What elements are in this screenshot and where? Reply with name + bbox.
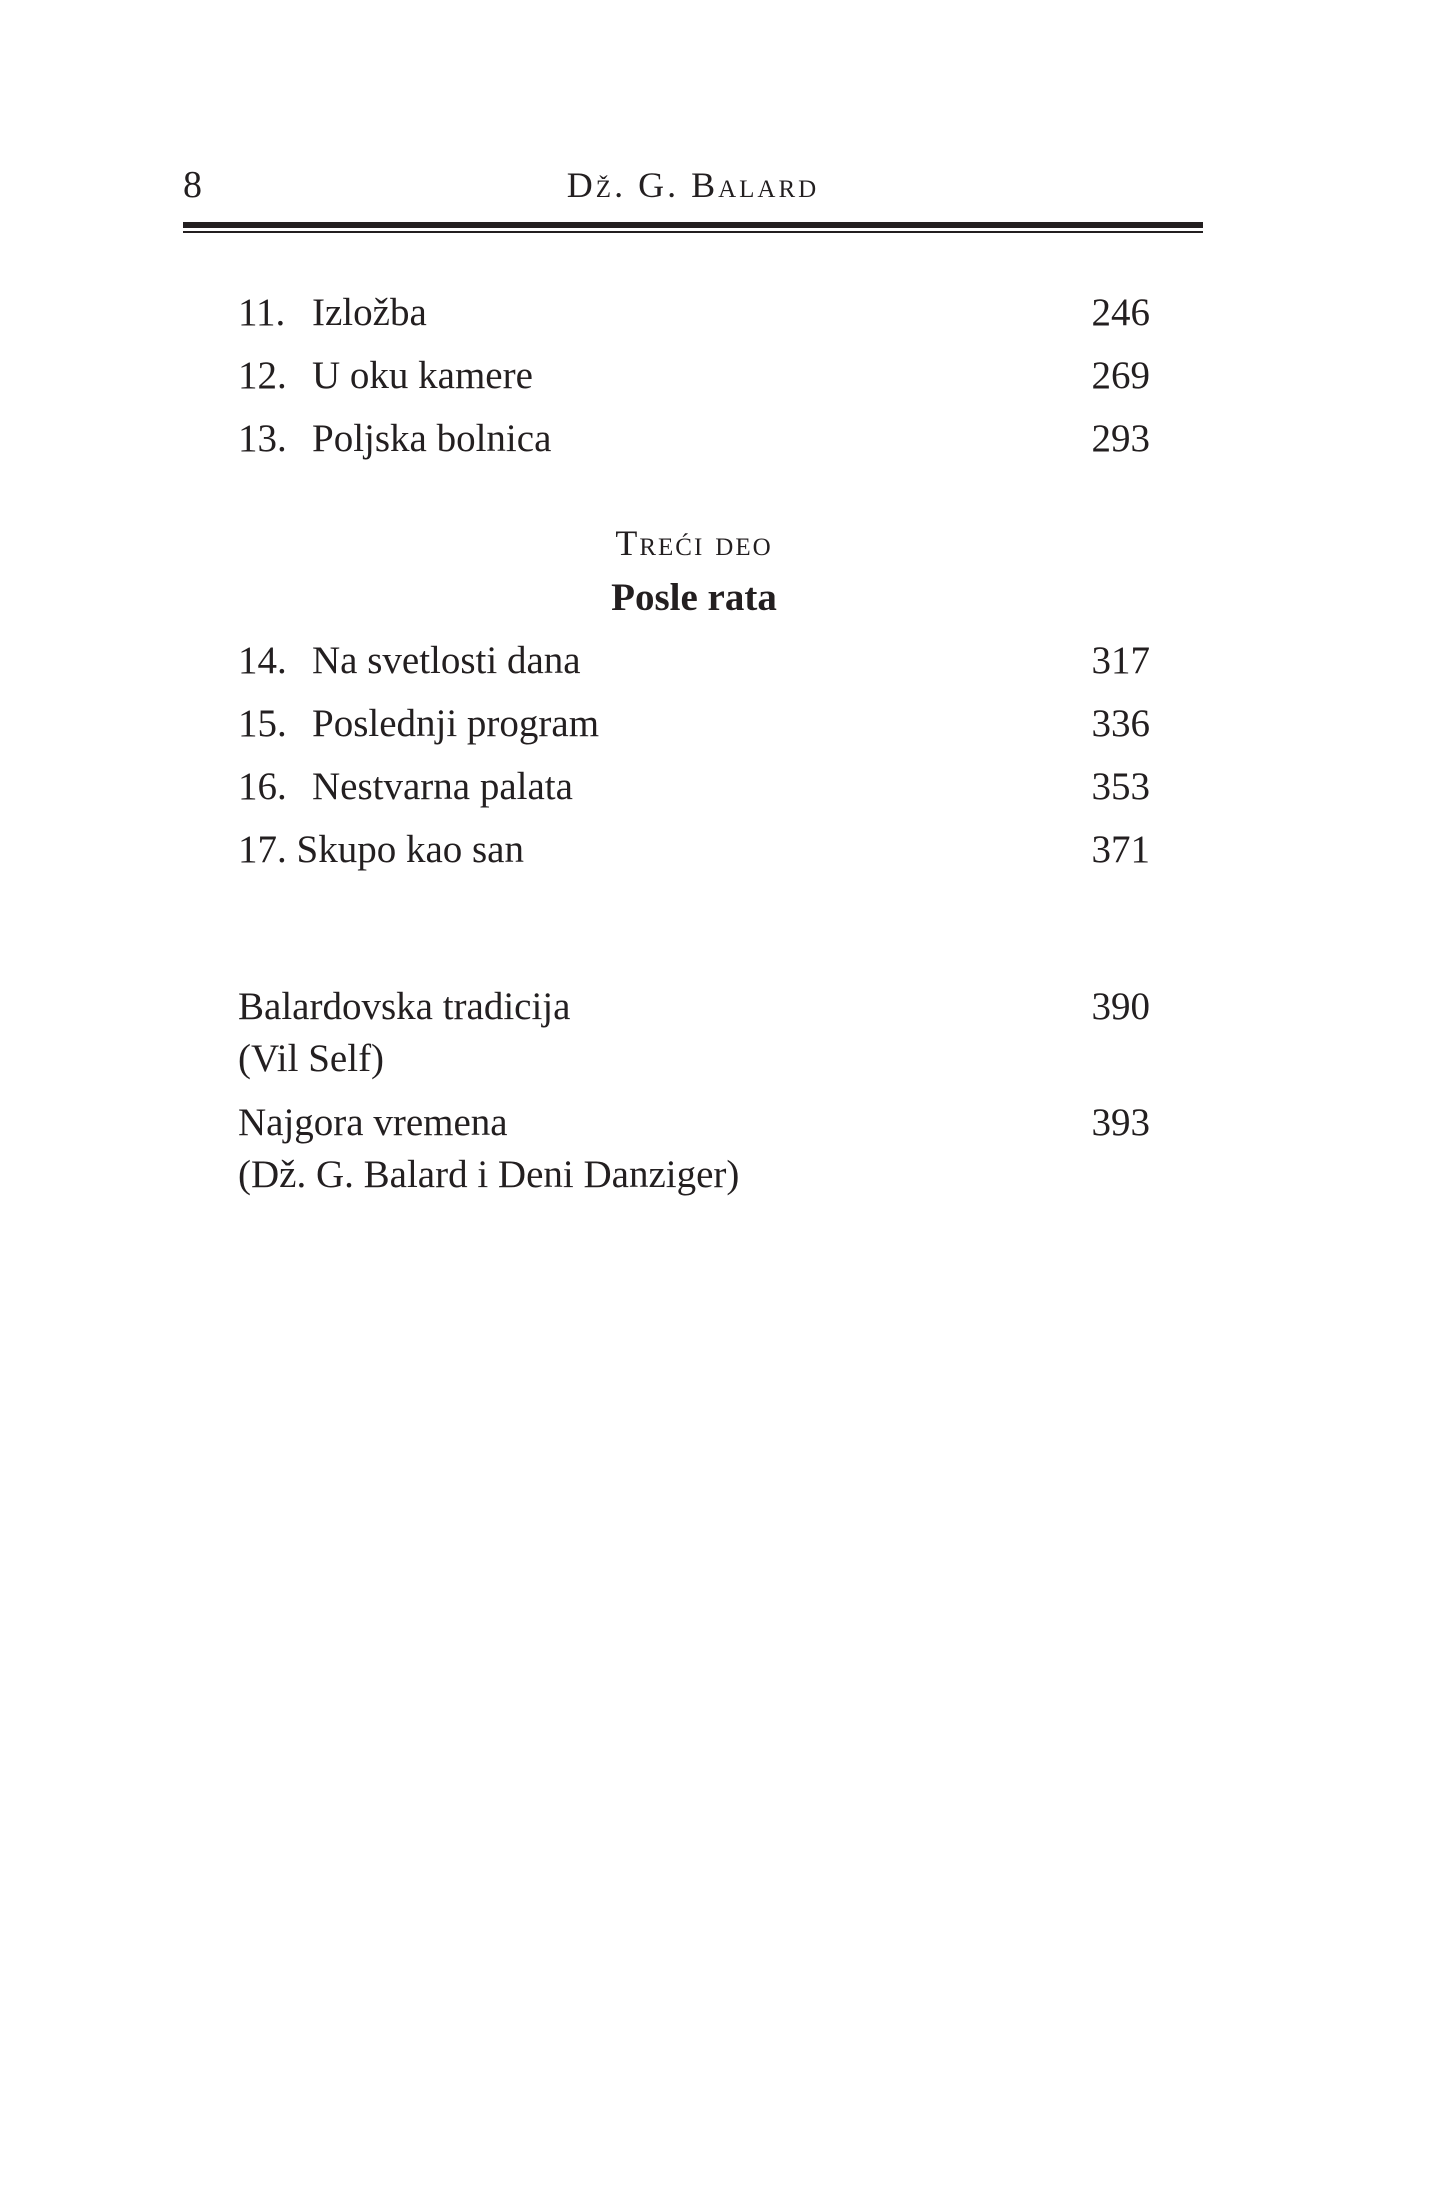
appendix-page: 390 (1091, 985, 1150, 1028)
chapter-page: 353 (1091, 765, 1150, 808)
chapter-number: 14. (238, 639, 287, 682)
chapter-title: Nestvarna palata (312, 765, 573, 808)
chapter-number: 13. (238, 417, 287, 460)
toc-entry (238, 633, 1150, 689)
chapter-title: U oku kamere (312, 354, 533, 397)
page-number: 8 (183, 164, 202, 206)
chapter-page: 336 (1091, 702, 1150, 745)
chapter-title: Poljska bolnica (312, 417, 552, 460)
chapter-page: 269 (1091, 354, 1150, 397)
toc-entry (238, 822, 1150, 878)
chapter-number: 16. (238, 765, 287, 808)
appendix-title: Balardovska tradicija (238, 985, 571, 1028)
chapter-title: Na svetlosti dana (312, 639, 581, 682)
appendix-page: 393 (1091, 1101, 1150, 1144)
chapter-title: Poslednji program (312, 702, 600, 745)
running-head-author: Dž. G. Balard (566, 165, 820, 205)
header-rule-thin (183, 231, 1203, 233)
header-rule-thick (183, 222, 1203, 228)
appendix-author: (Dž. G. Balard i Deni Danziger) (238, 1153, 740, 1196)
part-label: Treći deo (615, 523, 773, 563)
toc-entry (238, 411, 1150, 467)
chapter-number: 11. (238, 291, 286, 334)
chapter-title: 17. Skupo kao san (238, 828, 524, 871)
toc-entry (238, 696, 1150, 752)
chapter-page: 293 (1091, 417, 1150, 460)
appendix-entry (238, 980, 1150, 1090)
appendix-author: (Vil Self) (238, 1037, 385, 1080)
chapter-page: 246 (1091, 291, 1150, 334)
appendix-title: Najgora vremena (238, 1101, 508, 1144)
chapter-title: Izložba (312, 291, 427, 334)
toc-entry (238, 759, 1150, 815)
chapter-number: 12. (238, 354, 287, 397)
toc-entry (238, 285, 1150, 341)
part-title: Posle rata (611, 576, 777, 619)
appendix-entry (238, 1096, 1150, 1206)
toc-entry (238, 348, 1150, 404)
chapter-number: 15. (238, 702, 287, 745)
chapter-page: 317 (1091, 639, 1150, 682)
running-head (183, 160, 1203, 210)
chapter-page: 371 (1091, 828, 1150, 871)
